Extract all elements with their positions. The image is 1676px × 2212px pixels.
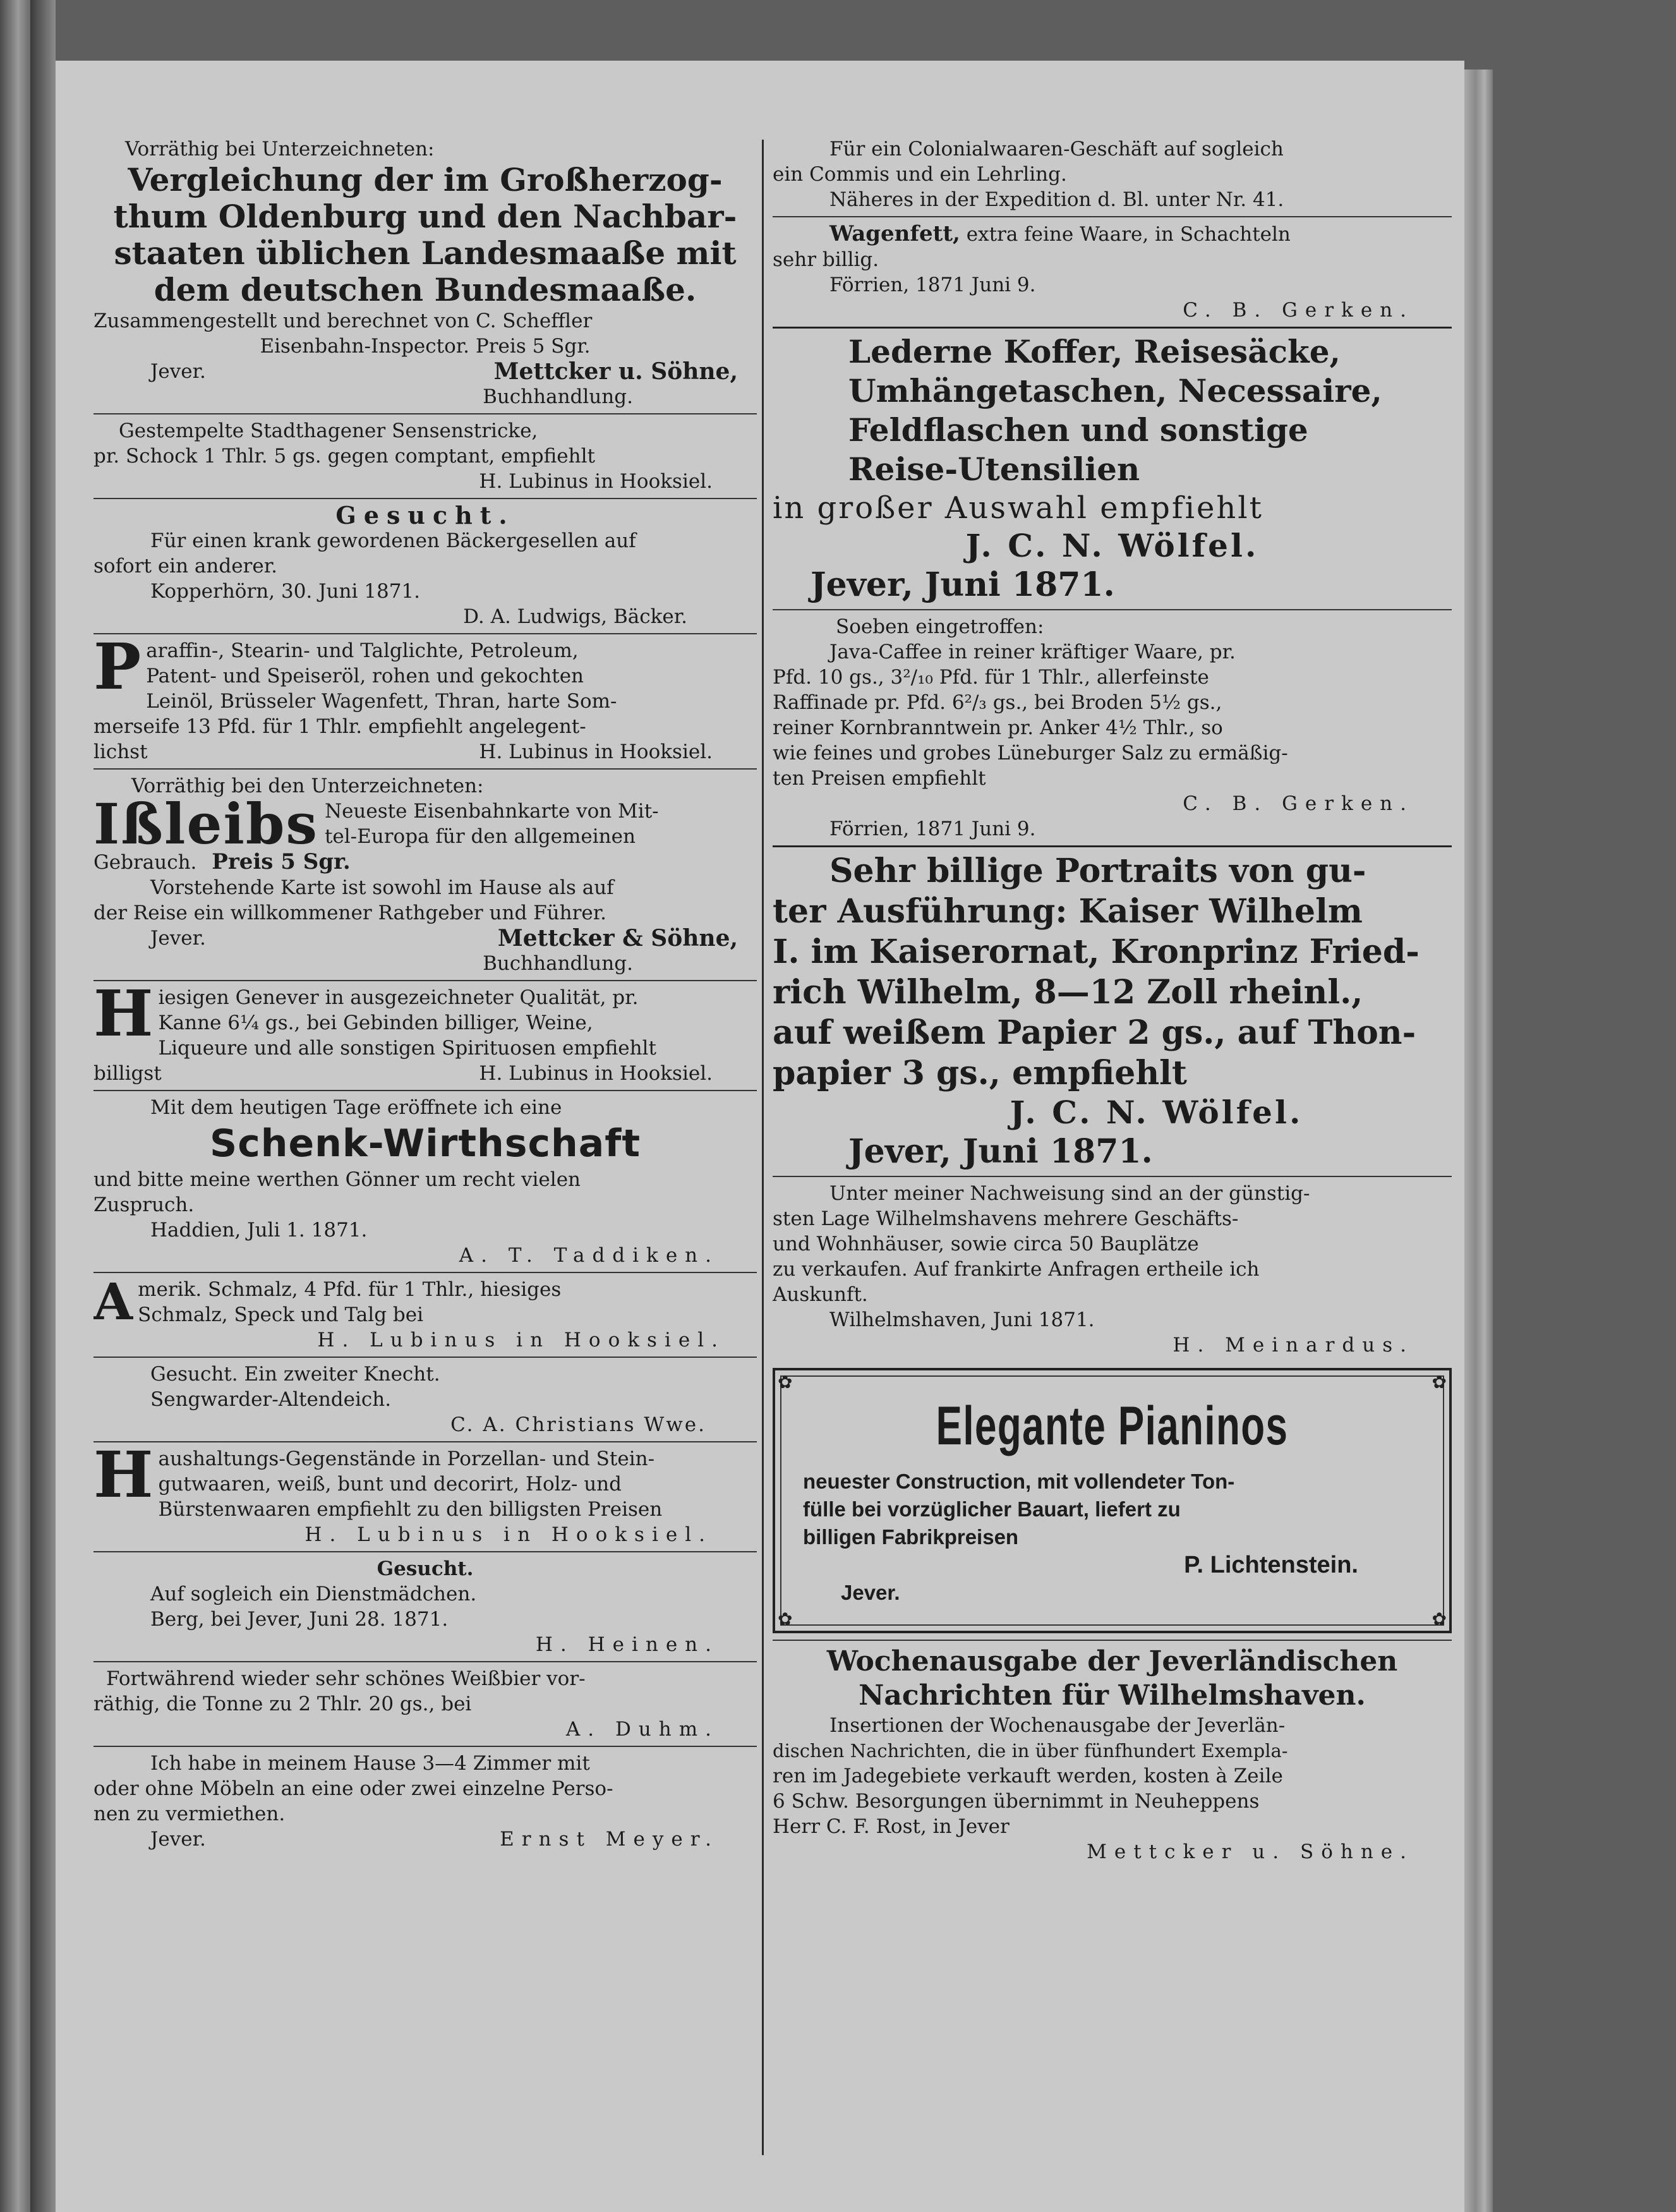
ornament-icon: ✿ [778, 1372, 793, 1393]
ad-place: Förrien, 1871 Juni 9. [829, 818, 1036, 840]
ad-body-line: ren im Jadegebiete verkauft werden, kosten à Zeile [773, 1765, 1283, 1787]
ad-place: Jever. [150, 360, 206, 383]
ad-body-line: Vorstehende Karte ist sowohl im Hause als auf [150, 876, 614, 899]
ad-title-line: dem deutschen Bundesmaaße. [154, 271, 697, 308]
ad-separator [93, 1441, 757, 1442]
ad-body-line: dischen Nachrichten, die in über fünfhundert Exempla- [773, 1740, 1288, 1762]
ad-intro: Mit dem heutigen Tage eröffnete ich eine [150, 1096, 562, 1119]
ad-separator [773, 327, 1452, 329]
ad-signature: Mettcker u. Söhne. [1087, 1840, 1414, 1863]
ad-body-line: sofort ein anderer. [93, 555, 277, 577]
ad-separator [773, 216, 1452, 217]
ad-body-line: Raffinade pr. Pfd. 6²/₃ gs., bei Broden 5½ gs., [773, 691, 1222, 714]
ad-separator [93, 413, 757, 414]
ad-signature: H. Lubinus in Hooksiel. [317, 1329, 725, 1351]
ad-body-line: aushaltungs-Gegenstände in Porzellan- und Stein- [158, 1447, 655, 1470]
ad-signature: H. Lubinus in Hooksiel. [304, 1523, 713, 1546]
ad-wagenfett [773, 221, 1452, 323]
ad-body-line: Schmalz, Speck und Talg bei [138, 1303, 423, 1326]
book-gutter [30, 0, 56, 2212]
ad-place: Jever, Juni 1871. [811, 565, 1115, 604]
ad-separator [773, 1176, 1452, 1177]
ad-separator [773, 609, 1452, 610]
ad-body-line: und bitte meine werthen Gönner um recht vielen [93, 1168, 581, 1191]
ad-signature: H. Lubinus in Hooksiel. [479, 470, 713, 493]
ad-body-line: billigst [93, 1062, 162, 1085]
newspaper-page [56, 61, 1464, 2212]
ad-title-line: Nachrichten für Wilhelmshaven. [859, 1679, 1366, 1712]
ad-body-line: Berg, bei Jever, Juni 28. 1871. [150, 1608, 449, 1631]
ad-body-line: Ich habe in meinem Hause 3—4 Zimmer mit [150, 1752, 590, 1775]
ad-separator [93, 1357, 757, 1358]
ad-separator [93, 498, 757, 499]
ad-body-line: araffin-, Stearin- und Talglichte, Petroleum, [146, 639, 579, 662]
ad-body-line: Auskunft. [773, 1283, 868, 1306]
ad-signature: H. Lubinus in Hooksiel. [479, 1062, 713, 1085]
ad-body-line: Java-Caffee in reiner kräftiger Waare, pr. [829, 641, 1236, 663]
ad-separator [773, 845, 1452, 847]
ad-title-line: papier 3 gs., empfiehlt [773, 1054, 1187, 1092]
ad-separator [93, 1661, 757, 1662]
ad-body-line: Neueste Eisenbahnkarte von Mit- [324, 800, 659, 823]
ad-genever [93, 976, 757, 1086]
ad-signature: A. Duhm. [565, 1718, 719, 1741]
ad-weissbier [93, 1666, 757, 1742]
ad-place: Jever, Juni 1871. [848, 1132, 1153, 1171]
ad-body-line: der Reise ein willkommener Rathgeber und Führer. [93, 902, 607, 924]
ad-body-line: Auf sogleich ein Dienstmädchen. [150, 1583, 477, 1605]
ad-body-line: Gebrauch. [93, 851, 197, 874]
ad-body-line: neuester Construction, mit vollendeter Ton- [803, 1470, 1235, 1493]
ad-body-line: räthig, die Tonne zu 2 Thlr. 20 gs., bei [93, 1693, 472, 1715]
ad-title-line: Lederne Koffer, Reisesäcke, [848, 333, 1341, 370]
ad-body-line: Pfd. 10 gs., 3²/₁₀ Pfd. für 1 Thlr., allerfeinste [773, 666, 1209, 689]
ad-body-line: oder ohne Möbeln an eine oder zwei einzelne Perso- [93, 1777, 613, 1800]
ad-firm: Mettcker u. Söhne, [493, 358, 738, 385]
ad-separator [93, 768, 757, 770]
ad-signature: P. Lichtenstein. [1184, 1552, 1358, 1578]
ad-title-line: ter Ausführung: Kaiser Wilhelm [773, 892, 1363, 931]
ad-signature: H. Meinardus. [1173, 1334, 1414, 1357]
ad-java-caffee [773, 614, 1452, 842]
ad-body-line: Bürstenwaaren empfiehlt zu den billigsten Preisen [158, 1498, 663, 1521]
ad-title: Gesucht. [377, 1557, 474, 1580]
ad-title-line: auf weißem Papier 2 gs., auf Thon- [773, 1013, 1416, 1052]
ad-separator [93, 1090, 757, 1091]
ad-body-line: Liqueure und alle sonstigen Spirituosen empfiehlt [158, 1037, 656, 1060]
ad-place: Jever. [150, 1828, 206, 1851]
ad-body-line: pr. Schock 1 Thlr. 5 gs. gegen comptant, empfiehlt [93, 445, 595, 468]
ad-title-line: I. im Kaiserornat, Kronprinz Fried- [773, 933, 1420, 971]
ad-title: Gesucht. [335, 501, 515, 529]
ad-separator [93, 1551, 757, 1552]
ornament-icon: ✿ [1432, 1372, 1447, 1393]
page-edge-stack [1464, 70, 1493, 2212]
ad-body-line: Unter meiner Nachweisung sind an der günstig- [829, 1182, 1310, 1205]
ad-body-line: Herr C. F. Rost, in Jever [773, 1815, 1010, 1838]
ad-title-line: Umhängetaschen, Necessaire, [848, 372, 1382, 409]
ad-body-line: tel-Europa für den allgemeinen [324, 825, 636, 848]
ad-body-line: billigen Fabrikpreisen [803, 1525, 1019, 1549]
ad-title-line: Sehr billige Portraits von gu- [829, 852, 1366, 890]
ad-place: Kopperhörn, 30. Juni 1871. [150, 580, 420, 603]
ad-body-line: Gesucht. Ein zweiter Knecht. [150, 1363, 440, 1386]
right-column [773, 136, 1452, 2158]
ad-knecht [93, 1362, 757, 1437]
ad-intro: Soeben eingetroffen: [836, 615, 1044, 638]
ad-firm-sub: Buchhandlung. [483, 385, 633, 408]
ad-gesucht-baecker [93, 503, 757, 629]
ad-landesmaasse [93, 136, 757, 409]
ad-body-line: Für einen krank gewordenen Bäckergesellen auf [150, 529, 636, 552]
column-divider [762, 140, 764, 2155]
ad-intro: Vorräthig bei den Unterzeichneten: [131, 775, 484, 797]
ad-place: Jever. [841, 1581, 900, 1604]
previous-page-edge [0, 0, 30, 2212]
ad-zimmer [93, 1751, 757, 1852]
ad-schenkwirthschaft [93, 1095, 757, 1268]
ad-pianinos-frame [773, 1368, 1452, 1633]
ad-place: Förrien, 1871 Juni 9. [829, 274, 1036, 296]
drop-cap: P [93, 629, 142, 704]
ad-body-line: Zusammengestellt und berechnet von C. Scheffler [93, 310, 593, 332]
ad-body-line: Zuspruch. [93, 1194, 195, 1216]
ad-signature: C. B. Gerken. [1183, 299, 1414, 322]
ad-separator [93, 1746, 757, 1747]
ad-title-line: staaten üblichen Landesmaaße mit [114, 234, 737, 272]
ad-place: Wilhelmshaven, Juni 1871. [829, 1308, 1095, 1331]
ad-separator [93, 633, 757, 634]
ad-subtitle: in großer Auswahl empfiehlt [773, 490, 1263, 526]
ad-body-line: sehr billig. [773, 248, 879, 271]
ad-title-line: Vergleichung der im Großherzog- [128, 161, 723, 198]
ad-body-line: gutwaaren, weiß, bunt und decorirt, Holz- und [158, 1473, 622, 1496]
ad-body-line: Insertionen der Wochenausgabe der Jeverlän- [829, 1714, 1286, 1737]
ad-firm-sub: Buchhandlung. [483, 952, 633, 975]
ad-separator [773, 1640, 1452, 1641]
ad-body-line: merseife 13 Pfd. für 1 Thlr. empfiehlt angelegent- [93, 715, 586, 738]
ad-body-line: Leinöl, Brüsseler Wagenfett, Thran, harte Som- [146, 690, 617, 713]
ad-body-line: ein Commis und ein Lehrling. [773, 163, 1067, 186]
ad-body-line: fülle bei vorzüglicher Bauart, liefert zu [803, 1497, 1181, 1521]
ad-bauplaetze [773, 1181, 1452, 1358]
ornament-icon: ✿ [778, 1609, 793, 1629]
ad-title-line: Reise-Utensilien [848, 450, 1140, 488]
ad-paraffin [93, 629, 757, 765]
ad-separator [93, 980, 757, 981]
ad-lederne-koffer [773, 332, 1452, 605]
ad-title-line: Feldflaschen und sonstige [848, 411, 1308, 449]
ad-place: Haddien, Juli 1. 1871. [150, 1219, 368, 1242]
ad-body-line: merik. Schmalz, 4 Pfd. für 1 Thlr., hiesiges [138, 1278, 562, 1301]
ad-body-line: zu verkaufen. Auf frankirte Anfragen ertheile ich [773, 1258, 1260, 1281]
ad-body-line: Kanne 6¼ gs., bei Gebinden billiger, Weine, [158, 1012, 593, 1034]
ad-schmalz [93, 1272, 757, 1353]
ad-place: Jever. [150, 927, 206, 950]
ad-portraits [773, 851, 1452, 1172]
ad-signature: D. A. Ludwigs, Bäcker. [463, 605, 687, 628]
left-column [93, 136, 757, 2158]
ad-colonialwaaren [773, 136, 1452, 212]
ad-title-line: rich Wilhelm, 8—12 Zoll rheinl., [773, 973, 1363, 1012]
ornament-icon: ✿ [1432, 1609, 1447, 1629]
ad-dienstmaedchen [93, 1556, 757, 1657]
ad-body-line: ten Preisen empfiehlt [773, 767, 986, 790]
ad-body-line: nen zu vermiethen. [93, 1803, 286, 1825]
ad-price: Preis 5 Sgr. [212, 849, 351, 874]
ad-body-line: sten Lage Wilhelmshavens mehrere Geschäfts- [773, 1207, 1239, 1230]
ad-firm: J. C. N. Wölfel. [1010, 1094, 1303, 1131]
ad-signature: H. Heinen. [535, 1633, 719, 1656]
ad-body-line: reiner Kornbranntwein pr. Anker 4½ Thlr., so [773, 716, 1223, 739]
ad-body-line: Sengwarder-Altendeich. [150, 1388, 392, 1411]
ad-body-line: Eisenbahn-Inspector. Preis 5 Sgr. [260, 335, 591, 358]
ad-signature: C. A. Christians Wwe. [450, 1413, 706, 1436]
drop-cap: H [93, 1437, 154, 1512]
ad-title: Elegante Pianinos [936, 1396, 1289, 1456]
ad-isleibs [93, 773, 757, 976]
ad-title-line: Wochenausgabe der Jeverländischen [826, 1645, 1398, 1677]
ad-signature: A. T. Taddiken. [459, 1244, 719, 1267]
ad-firm: Mettcker & Söhne, [497, 925, 738, 952]
ad-title: Ißleibs [93, 791, 318, 857]
ad-signature: H. Lubinus in Hooksiel. [479, 740, 713, 763]
ad-wochenausgabe [773, 1645, 1452, 1864]
ad-body-line: Fortwährend wieder sehr schönes Weißbier vor- [106, 1667, 586, 1690]
ad-body-line: Gestempelte Stadthagener Sensenstricke, [119, 420, 538, 442]
ad-body-line: Für ein Colonialwaaren-Geschäft auf sogleich [829, 138, 1284, 160]
ad-lead: Wagenfett, [829, 221, 960, 246]
ad-body-line: lichst [93, 740, 148, 763]
ad-body-line: wie feines und grobes Lüneburger Salz zu ermäßig- [773, 742, 1288, 765]
drop-cap: H [93, 976, 154, 1051]
ad-separator [93, 1272, 757, 1273]
ad-body-line: iesigen Genever in ausgezeichneter Qualität, pr. [158, 986, 639, 1009]
ad-body-line: Patent- und Speiseröl, rohen und gekochten [146, 665, 584, 687]
ad-intro: Vorräthig bei Unterzeichneten: [125, 138, 435, 160]
ad-title-line: thum Oldenburg und den Nachbar- [113, 198, 737, 235]
ad-sensenstricke [93, 418, 757, 494]
ad-title: Schenk-Wirthschaft [209, 1121, 641, 1166]
ad-body-line: Näheres in der Expedition d. Bl. unter Nr. 41. [829, 188, 1284, 211]
ad-firm: J. C. N. Wölfel. [965, 527, 1259, 564]
ad-signature: C. B. Gerken. [1183, 792, 1414, 815]
ad-body-line: und Wohnhäuser, sowie circa 50 Bauplätze [773, 1233, 1199, 1255]
ad-body-line: 6 Schw. Besorgungen übernimmt in Neuheppens [773, 1790, 1260, 1813]
ad-signature: Ernst Meyer. [500, 1828, 719, 1851]
ad-body-line: extra feine Waare, in Schachteln [960, 223, 1291, 246]
ad-haushaltung [93, 1437, 757, 1547]
drop-cap: A [93, 1272, 133, 1331]
